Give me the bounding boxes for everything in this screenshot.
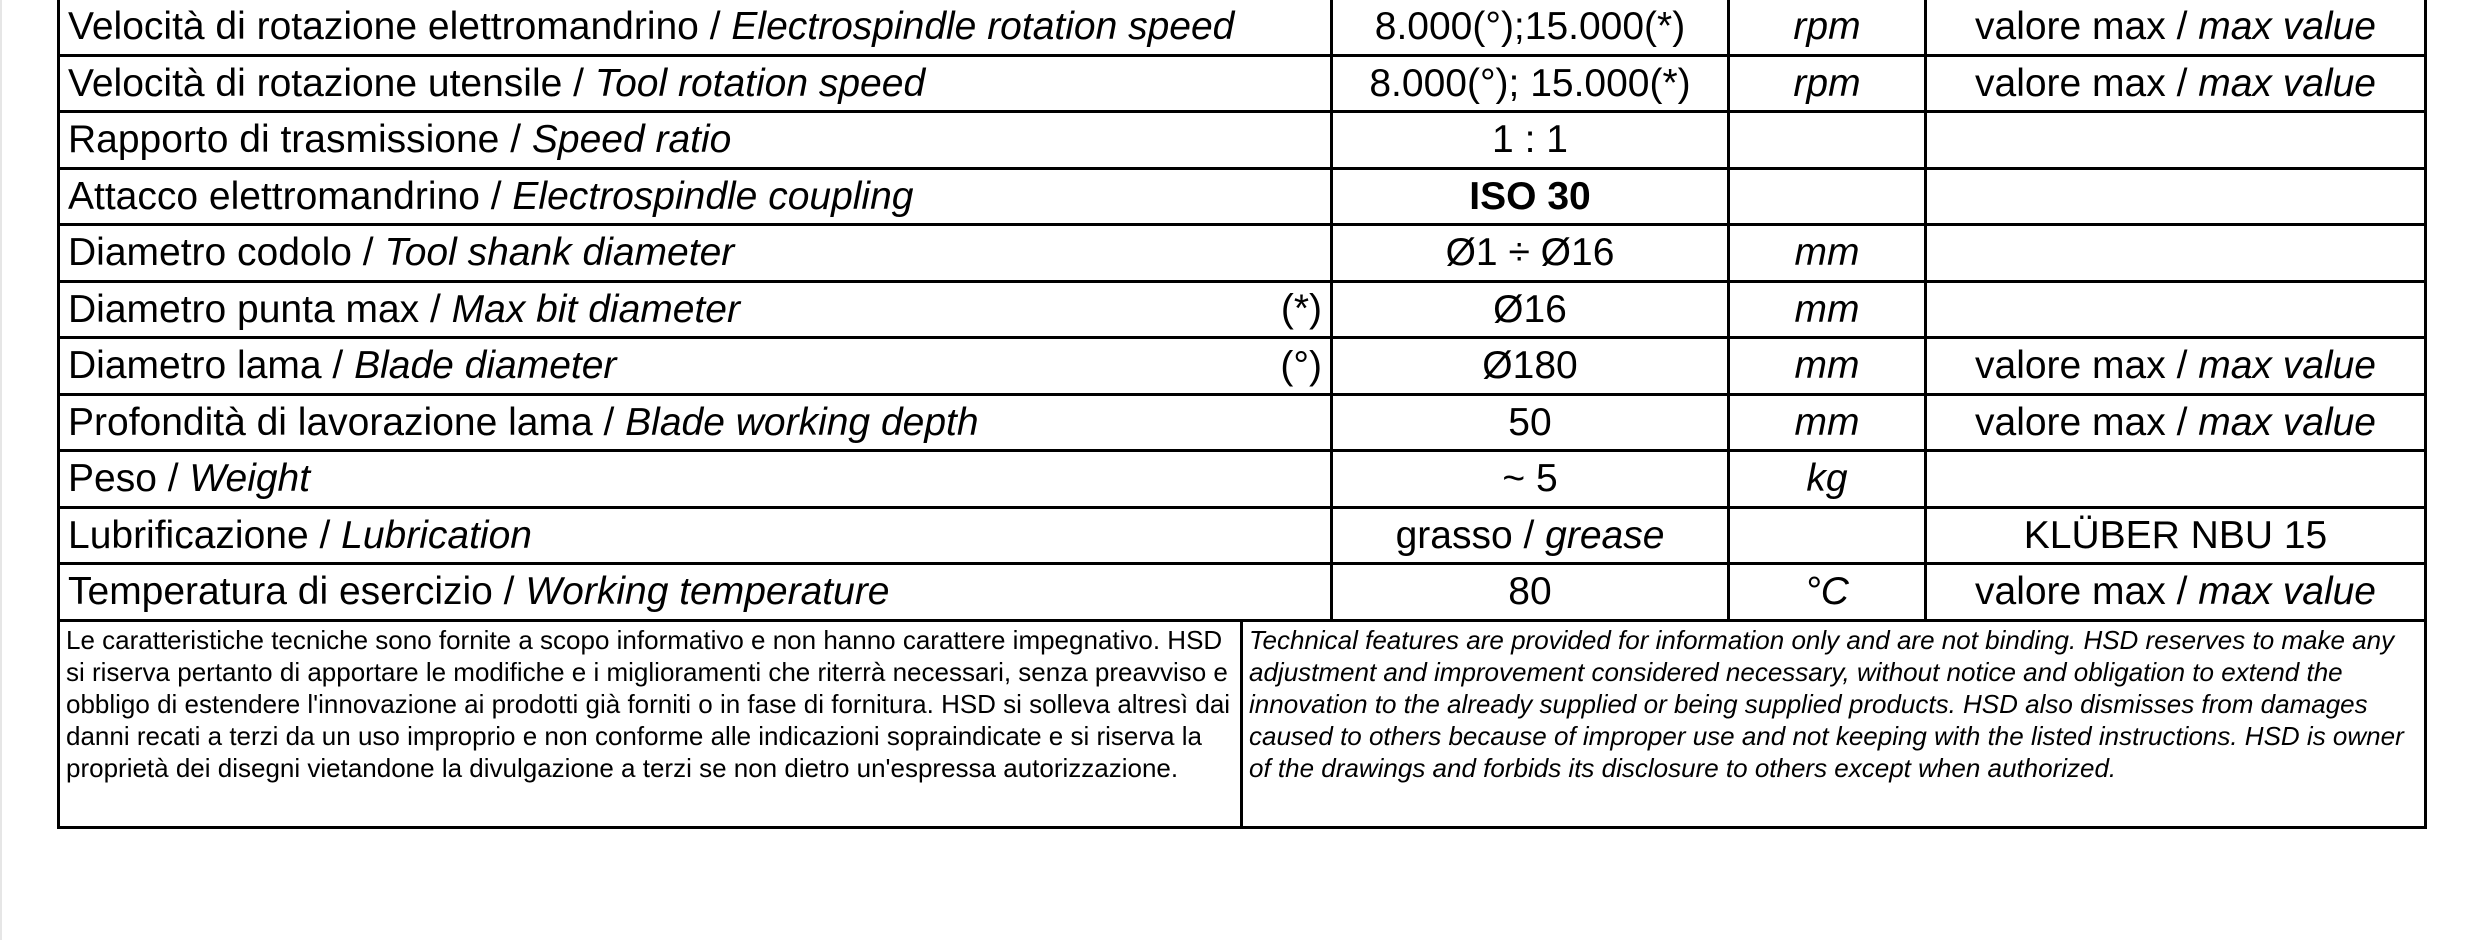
spec-label-english: Blade working depth (625, 400, 979, 444)
spec-note-italian: valore max / (1975, 400, 2199, 444)
spec-value-text: 8.000(°); 15.000(*) (1369, 61, 1691, 105)
spec-unit: rpm (1729, 55, 1926, 112)
spec-label-english: Weight (189, 457, 311, 501)
spec-value (1332, 0, 1729, 55)
spec-label-italian: Profondità di lavorazione lama / (68, 400, 626, 444)
spec-note (1926, 168, 2426, 225)
spec-unit: mm (1729, 281, 1926, 338)
spec-label-english: Lubrication (341, 513, 532, 557)
spec-note-italian: valore max / (1975, 5, 2199, 49)
spec-label (59, 0, 1332, 55)
spec-label-italian: Diametro codolo / (68, 231, 385, 275)
spec-value (1332, 564, 1729, 621)
disclaimer-table (57, 622, 2427, 829)
spec-label-italian: Diametro lama / (68, 344, 355, 388)
spec-value (1332, 338, 1729, 395)
spec-row (59, 0, 2426, 55)
spec-label (59, 55, 1332, 112)
footnote-mark: (°) (1280, 344, 1322, 388)
spec-row (59, 225, 2426, 282)
spec-note (1926, 338, 2426, 395)
spec-value-text: ~ 5 (1502, 457, 1558, 501)
spec-value (1332, 394, 1729, 451)
spec-label-english: Tool rotation speed (594, 61, 926, 105)
spec-row (59, 451, 2426, 508)
spec-label (59, 168, 1332, 225)
spec-label (59, 394, 1332, 451)
spec-value (1332, 168, 1729, 225)
spec-value-text: 80 (1508, 570, 1552, 614)
spec-value-english: grease (1545, 513, 1665, 557)
spec-label-italian: Velocità di rotazione utensile / (68, 61, 595, 105)
spec-label-english: Electrospindle coupling (512, 174, 914, 218)
spec-note (1926, 507, 2426, 564)
spec-unit: mm (1729, 338, 1926, 395)
spec-value (1332, 225, 1729, 282)
spec-row (59, 507, 2426, 564)
spec-note-english: max value (2198, 570, 2376, 614)
spec-value-text: 50 (1508, 400, 1552, 444)
spec-label (59, 225, 1332, 282)
disclaimer-english: Technical features are provided for information only and are not binding. HSD reserves to make any adjustment and improvement considered necessary, without notice and obligation to extend the innovation to the already supplied or being supplied products. HSD also dismisses from damages caused to others because of improper use and not keeping with the listed instructions. HSD is owner of the drawings and forbids its disclosure to others except when authorized. (1242, 622, 2426, 828)
spec-label (59, 281, 1332, 338)
spec-label-italian: Rapporto di trasmissione / (68, 118, 532, 162)
spec-unit (1729, 507, 1926, 564)
spec-row (59, 564, 2426, 621)
spec-row (59, 112, 2426, 169)
specifications-table (57, 0, 2427, 622)
spec-label-english: Working temperature (525, 570, 890, 614)
spec-note-english: max value (2198, 344, 2376, 388)
spec-row (59, 55, 2426, 112)
spec-unit: mm (1729, 225, 1926, 282)
spec-note-english: max value (2198, 5, 2376, 49)
spec-label-english: Blade diameter (354, 344, 617, 388)
spec-unit: kg (1729, 451, 1926, 508)
spec-unit: rpm (1729, 0, 1926, 55)
spec-note (1926, 394, 2426, 451)
spec-label (59, 451, 1332, 508)
spec-note (1926, 451, 2426, 508)
spec-value-text: 8.000(°);15.000(*) (1374, 5, 1686, 49)
spec-value-text: grasso / (1395, 513, 1546, 557)
spec-label-english: Tool shank diameter (384, 231, 735, 275)
spec-unit (1729, 168, 1926, 225)
spec-note-italian: valore max / (1975, 344, 2199, 388)
spec-value (1332, 281, 1729, 338)
spec-unit (1729, 112, 1926, 169)
spec-row (59, 168, 2426, 225)
spec-label (59, 564, 1332, 621)
disclaimer-row (59, 622, 2426, 828)
spec-note (1926, 281, 2426, 338)
spec-value (1332, 507, 1729, 564)
spec-row (59, 338, 2426, 395)
spec-note (1926, 564, 2426, 621)
spec-note-english: max value (2198, 400, 2376, 444)
spec-value-text: Ø16 (1493, 287, 1567, 331)
spec-value (1332, 55, 1729, 112)
spec-value-text: Ø1 ÷ Ø16 (1445, 231, 1615, 275)
spec-value-text: 1 : 1 (1492, 118, 1568, 162)
spec-note-english: max value (2198, 61, 2376, 105)
specifications-body (59, 0, 2426, 620)
spec-note (1926, 112, 2426, 169)
spec-value-text: ISO 30 (1469, 174, 1591, 218)
spec-unit: mm (1729, 394, 1926, 451)
spec-label (59, 507, 1332, 564)
spec-value (1332, 112, 1729, 169)
spec-label (59, 338, 1332, 395)
footnote-mark: (*) (1280, 287, 1322, 331)
spec-value (1332, 451, 1729, 508)
spec-row (59, 281, 2426, 338)
spec-note-italian: valore max / (1975, 570, 2199, 614)
spec-note (1926, 55, 2426, 112)
spec-label-english: Speed ratio (531, 118, 732, 162)
spec-label-italian: Peso / (68, 457, 190, 501)
spec-label-italian: Diametro punta max / (68, 287, 452, 331)
spec-note (1926, 225, 2426, 282)
spec-note (1926, 0, 2426, 55)
spec-value-text: Ø180 (1482, 344, 1578, 388)
spec-label-italian: Lubrificazione / (68, 513, 342, 557)
disclaimer-italian: Le caratteristiche tecniche sono fornite a scopo informativo e non hanno carattere impegnativo. HSD si riserva pertanto di apportare le modifiche e i miglioramenti che riterrà necessari, senza preavviso e obbligo di estendere l'innovazione ai prodotti già forniti o in fase di fornitura. HSD si solleva altresì dai danni recati a terzi da un uso improprio e non conforme alle indicazioni sopraindicate e si riserva la proprietà dei disegni vietandone la divulgazione a terzi se non dietro un'espressa autorizzazione. (59, 622, 1242, 828)
spec-label-italian: Velocità di rotazione elettromandrino / (68, 5, 732, 49)
page-edge-marker (0, 0, 2, 940)
spec-label-italian: Temperatura di esercizio / (68, 570, 526, 614)
spec-unit: °C (1729, 564, 1926, 621)
spec-label (59, 112, 1332, 169)
spec-label-english: Electrospindle rotation speed (731, 5, 1235, 49)
spec-label-english: Max bit diameter (451, 287, 740, 331)
spec-note-italian: KLÜBER NBU 15 (2023, 513, 2328, 557)
spec-row (59, 394, 2426, 451)
spec-sheet (57, 0, 2424, 829)
spec-note-italian: valore max / (1975, 61, 2199, 105)
spec-label-italian: Attacco elettromandrino / (68, 174, 513, 218)
